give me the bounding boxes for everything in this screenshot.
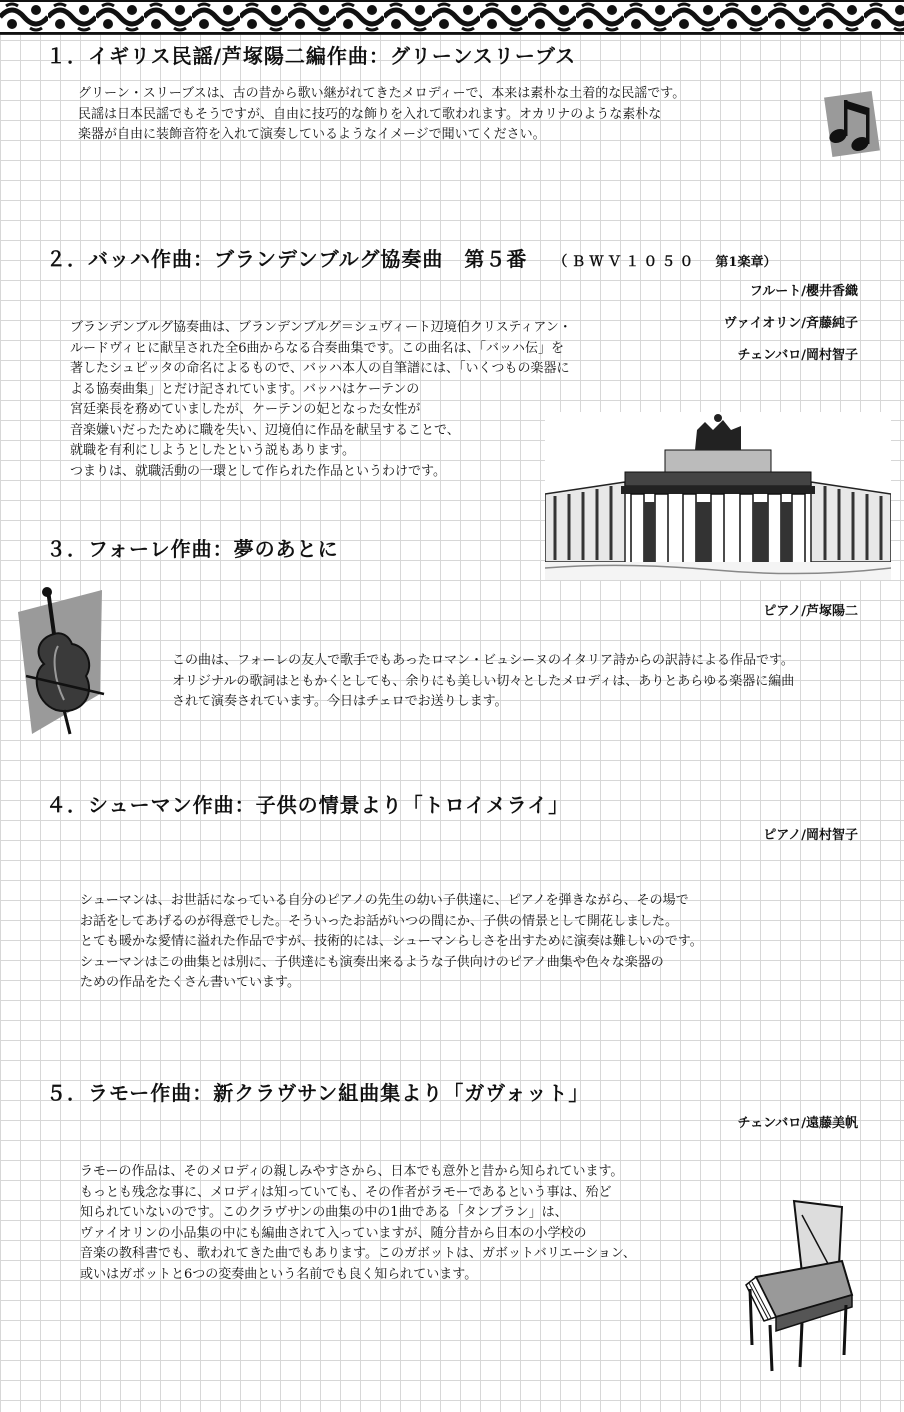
brandenburg-gate-illustration <box>545 412 891 580</box>
section-5-title: ５．ラモー作曲：新クラヴサン組曲集より「ガヴォット」 <box>46 1081 590 1105</box>
section-2-description: ブランデンブルグ協奏曲は、ブランデンブルグ＝シュヴィート辺境伯クリスティアン・ ルードヴィヒに献呈された全6曲からなる合奏曲集です。この曲名は、「バッハ伝」を 著したシュピッタの命名によるもので、バッハ本人の自筆譜には、「いくつもの楽器に よる協奏曲集」とだけ記されています。バッハはケーテンの 宮廷楽長を務めていましたが、ケーテンの妃となった女性が 音楽嫌いだったために職を失い、辺境伯に作品を献呈することで、 就職を有利にしようとしたという説もあります。 つまりは、就職活動の一環として作られた作品というわけです。 <box>70 320 572 479</box>
section-1-title: １．イギリス民謡/芦塚陽二編作曲：グリーンスリーブス <box>46 44 577 68</box>
performer-piano-section3: ピアノ/芦塚陽二 <box>763 604 858 619</box>
section-2-catalog: （ＢＷＶ１０５０ <box>553 254 698 270</box>
section-1-description: グリーン・スリーブスは、古の昔から歌い継がれてきたメロディーで、本来は素朴な土着的な民謡です。 民謡は日本民謡でもそうですが、自由に技巧的な飾りを入れて歌われます。オカリナのような素朴な 楽器が自由に装飾音符を入れて演奏しているようなイメージで聞いてください。 <box>78 86 686 142</box>
music-note-icon <box>822 90 884 158</box>
section-2-title-text: ２．バッハ作曲：ブランデンブルグ協奏曲 第５番 <box>46 247 528 271</box>
section-4-title: ４．シューマン作曲：子供の情景より「トロイメライ」 <box>46 793 570 817</box>
ornamental-border <box>0 0 904 35</box>
section-3-title: ３．フォーレ作曲：夢のあとに <box>46 537 339 561</box>
performer-violin: ヴァイオリン/斉藤純子 <box>723 316 858 331</box>
harpsichord-icon <box>742 1195 860 1377</box>
performer-cembalo: チェンバロ/岡村智子 <box>737 348 858 363</box>
performer-piano-section4: ピアノ/岡村智子 <box>763 828 858 843</box>
section-2-title <box>46 243 776 272</box>
performer-flute: フルート/櫻井香織 <box>749 284 858 299</box>
section-3-description: この曲は、フォーレの友人で歌手でもあったロマン・ビュシーヌのイタリア詩からの訳詩による作品です。 オリジナルの歌詞はともかくとしても、余りにも美しい切々としたメロディは、ありとあらゆる楽器に編曲 されて演奏されています。今日はチェロでお送りします。 <box>172 653 795 709</box>
section-4-description: シューマンは、お世話になっている自分のピアノの先生の幼い子供達に、ピアノを弾きながら、その場で お話をしてあげるのが得意でした。そういったお話がいつの間にか、子供の情景として開花しました。 とても暖かな愛情に溢れた作品ですが、技術的には、シューマンらしさを出すために演奏は難しいのです。 シューマンはこの曲集とは別に、子供達にも演奏出来るような子供向けのピアノ曲集や色々な楽器の ための作品をたくさん書いています。 <box>80 893 703 990</box>
section-2-movement: 第1楽章） <box>715 255 777 270</box>
ornamental-border-pattern <box>0 0 904 34</box>
cello-icon <box>12 584 108 740</box>
performer-cembalo-section5: チェンバロ/遠藤美帆 <box>737 1116 858 1131</box>
section-5-description: ラモーの作品は、そのメロディの親しみやすさから、日本でも意外と昔から知られています。 もっとも残念な事に、メロディは知っていても、その作者がラモーであるという事は、殆ど 知られていないのです。このクラヴサンの曲集の中の1曲である「タンブラン」は、 ヴァイオリンの小品集の中にも編曲されて入っていますが、随分昔から日本の小学校の 音楽の教科書でも、歌われてきた曲でもあります。このガボットは、ガボットバリエーション、 或いはガボットと6つの変奏曲という名前でも良く知られています。 <box>80 1164 636 1282</box>
